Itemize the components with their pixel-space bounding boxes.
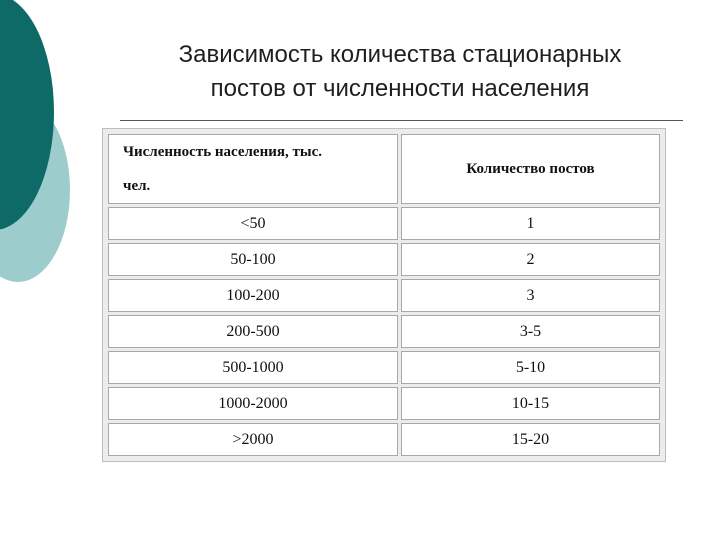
title-line-2: постов от численности населения xyxy=(210,75,590,102)
table-header-row xyxy=(108,134,660,204)
cell-posts: 3-5 xyxy=(401,315,660,348)
table-row xyxy=(108,207,660,240)
cell-population: 500-1000 xyxy=(108,351,398,384)
cell-posts: 1 xyxy=(401,207,660,240)
cell-posts: 5-10 xyxy=(401,351,660,384)
cell-population: >2000 xyxy=(108,423,398,456)
cell-population: <50 xyxy=(108,207,398,240)
cell-population: 1000-2000 xyxy=(108,387,398,420)
cell-population: 200-500 xyxy=(108,315,398,348)
table-row xyxy=(108,279,660,312)
table-row xyxy=(108,387,660,420)
table-row xyxy=(108,243,660,276)
table-row xyxy=(108,423,660,456)
title-divider xyxy=(120,120,683,121)
header-population xyxy=(108,134,398,204)
cell-posts: 3 xyxy=(401,279,660,312)
decorative-circles xyxy=(0,0,80,290)
table-row xyxy=(108,351,660,384)
posts-table-frame xyxy=(102,128,666,462)
posts-table xyxy=(105,131,663,459)
header-population-line-2: чел. xyxy=(123,178,151,194)
cell-posts: 10-15 xyxy=(401,387,660,420)
title-line-1: Зависимость количества стационарных xyxy=(178,41,622,68)
table-row xyxy=(108,315,660,348)
cell-posts: 15-20 xyxy=(401,423,660,456)
header-posts: Количество постов xyxy=(401,134,660,204)
cell-population: 100-200 xyxy=(108,279,398,312)
slide-title xyxy=(110,38,690,106)
header-population-line-1: Численность населения, тыс. xyxy=(123,144,322,160)
cell-population: 50-100 xyxy=(108,243,398,276)
cell-posts: 2 xyxy=(401,243,660,276)
